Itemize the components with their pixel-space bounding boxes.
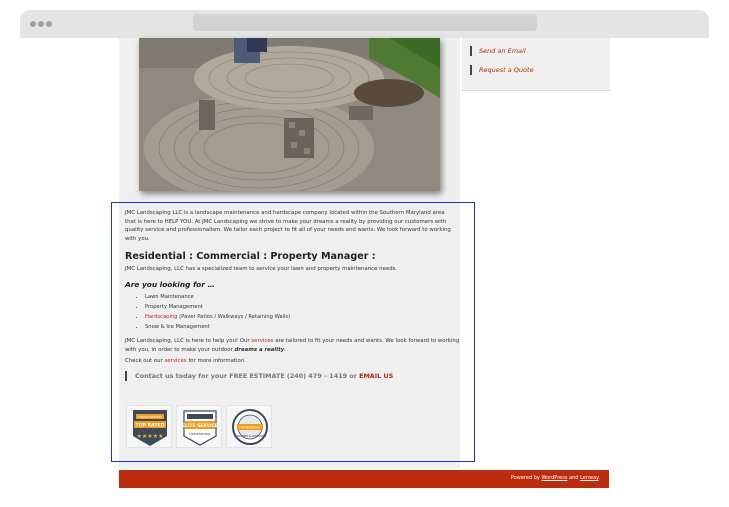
badge-brand: HomeAdvisor: [138, 415, 162, 419]
dreams-emphasis: dreams a reality: [234, 346, 285, 353]
badge-label: SCREENED & APPROVED: [234, 435, 266, 438]
sidebar-links: [462, 38, 610, 91]
elite-service-badge[interactable]: [176, 405, 222, 448]
help-paragraph: [125, 337, 460, 354]
services-list: [145, 292, 461, 332]
contact-callout: [125, 371, 461, 381]
list-item-label: Lawn Maintenance: [145, 294, 194, 300]
footer-credit: [511, 475, 600, 481]
window-dot-icon: [46, 21, 52, 27]
badge-label: ELITE SERVICE: [182, 424, 218, 429]
contact-text: Contact us today for your FREE ESTIMATE (240) 479 – 1419 or: [135, 372, 360, 380]
text-segment: Check out our: [125, 358, 165, 364]
screened-approved-badge-icon: [227, 406, 273, 449]
email-us-link[interactable]: EMAIL US: [359, 372, 394, 380]
badge-brand: HomeAdvisor: [239, 425, 261, 430]
hardscaping-link[interactable]: Hardscaping: [145, 314, 178, 320]
residential-text: JMC Landscaping, LLC has a specialized team to service your lawn and property maintenance needs.: [125, 266, 398, 272]
text-segment: and: [567, 475, 581, 481]
list-item-label: Snow & Ice Management: [145, 324, 210, 330]
looking-for-heading: Are you looking for …: [125, 280, 215, 289]
list-item: [145, 292, 461, 302]
list-item-label: (Paver Patios / Walkways / Retaining Walls): [177, 314, 291, 320]
text-segment: .: [284, 346, 286, 353]
text-segment: .: [598, 475, 600, 481]
wordpress-link[interactable]: WordPress: [541, 475, 568, 481]
window-dot-icon: [38, 21, 44, 27]
site-footer: [119, 470, 609, 488]
content-section: [111, 202, 475, 462]
list-item: [145, 312, 461, 322]
lenway-link[interactable]: Lenway: [580, 475, 599, 481]
elite-service-badge-icon: [177, 406, 223, 449]
text-segment: are tailored to fit your needs and wants. We look forward to working with you, in order to make your outdoor: [125, 338, 460, 353]
residential-heading: Residential : Commercial : Property Manager :: [125, 251, 376, 262]
address-bar[interactable]: [193, 14, 537, 31]
top-rated-badge-icon: [127, 406, 173, 449]
list-item: [145, 322, 461, 332]
services-info-paragraph: [125, 358, 461, 364]
top-rated-badge[interactable]: [126, 405, 172, 448]
list-item-label: Property Management: [145, 304, 203, 310]
request-quote-link[interactable]: Request a Quote: [470, 65, 534, 75]
text-segment: JMC Landscaping, LLC is here to help you! Our: [125, 338, 252, 344]
window-dot-icon: [30, 21, 36, 27]
send-email-link[interactable]: Send an Email: [470, 46, 526, 56]
screened-approved-badge[interactable]: [226, 405, 272, 448]
text-segment: for more information.: [186, 358, 246, 364]
intro-paragraph: JMC Landscaping LLC is a landscape maintenance and hardscape company located within the Southern Maryland area that is here to HELP YOU. At JMC Landscaping we strive to make your dreams a reality by providing our customers with quality service and professionalism. We tailor each project to fit all of your needs and wants. We look forward to working with you.: [125, 210, 451, 242]
services-link[interactable]: services: [164, 358, 187, 364]
text-segment: Powered by: [510, 475, 542, 481]
browser-chrome: [20, 10, 709, 38]
stars-icon: ★★★★★: [136, 433, 164, 440]
badge-brand: HomeAdvisor: [189, 432, 211, 436]
list-item: [145, 302, 461, 312]
badge-label: TOP RATED: [135, 423, 165, 429]
hero-patio-image: [139, 38, 440, 191]
services-link[interactable]: services: [251, 338, 274, 344]
